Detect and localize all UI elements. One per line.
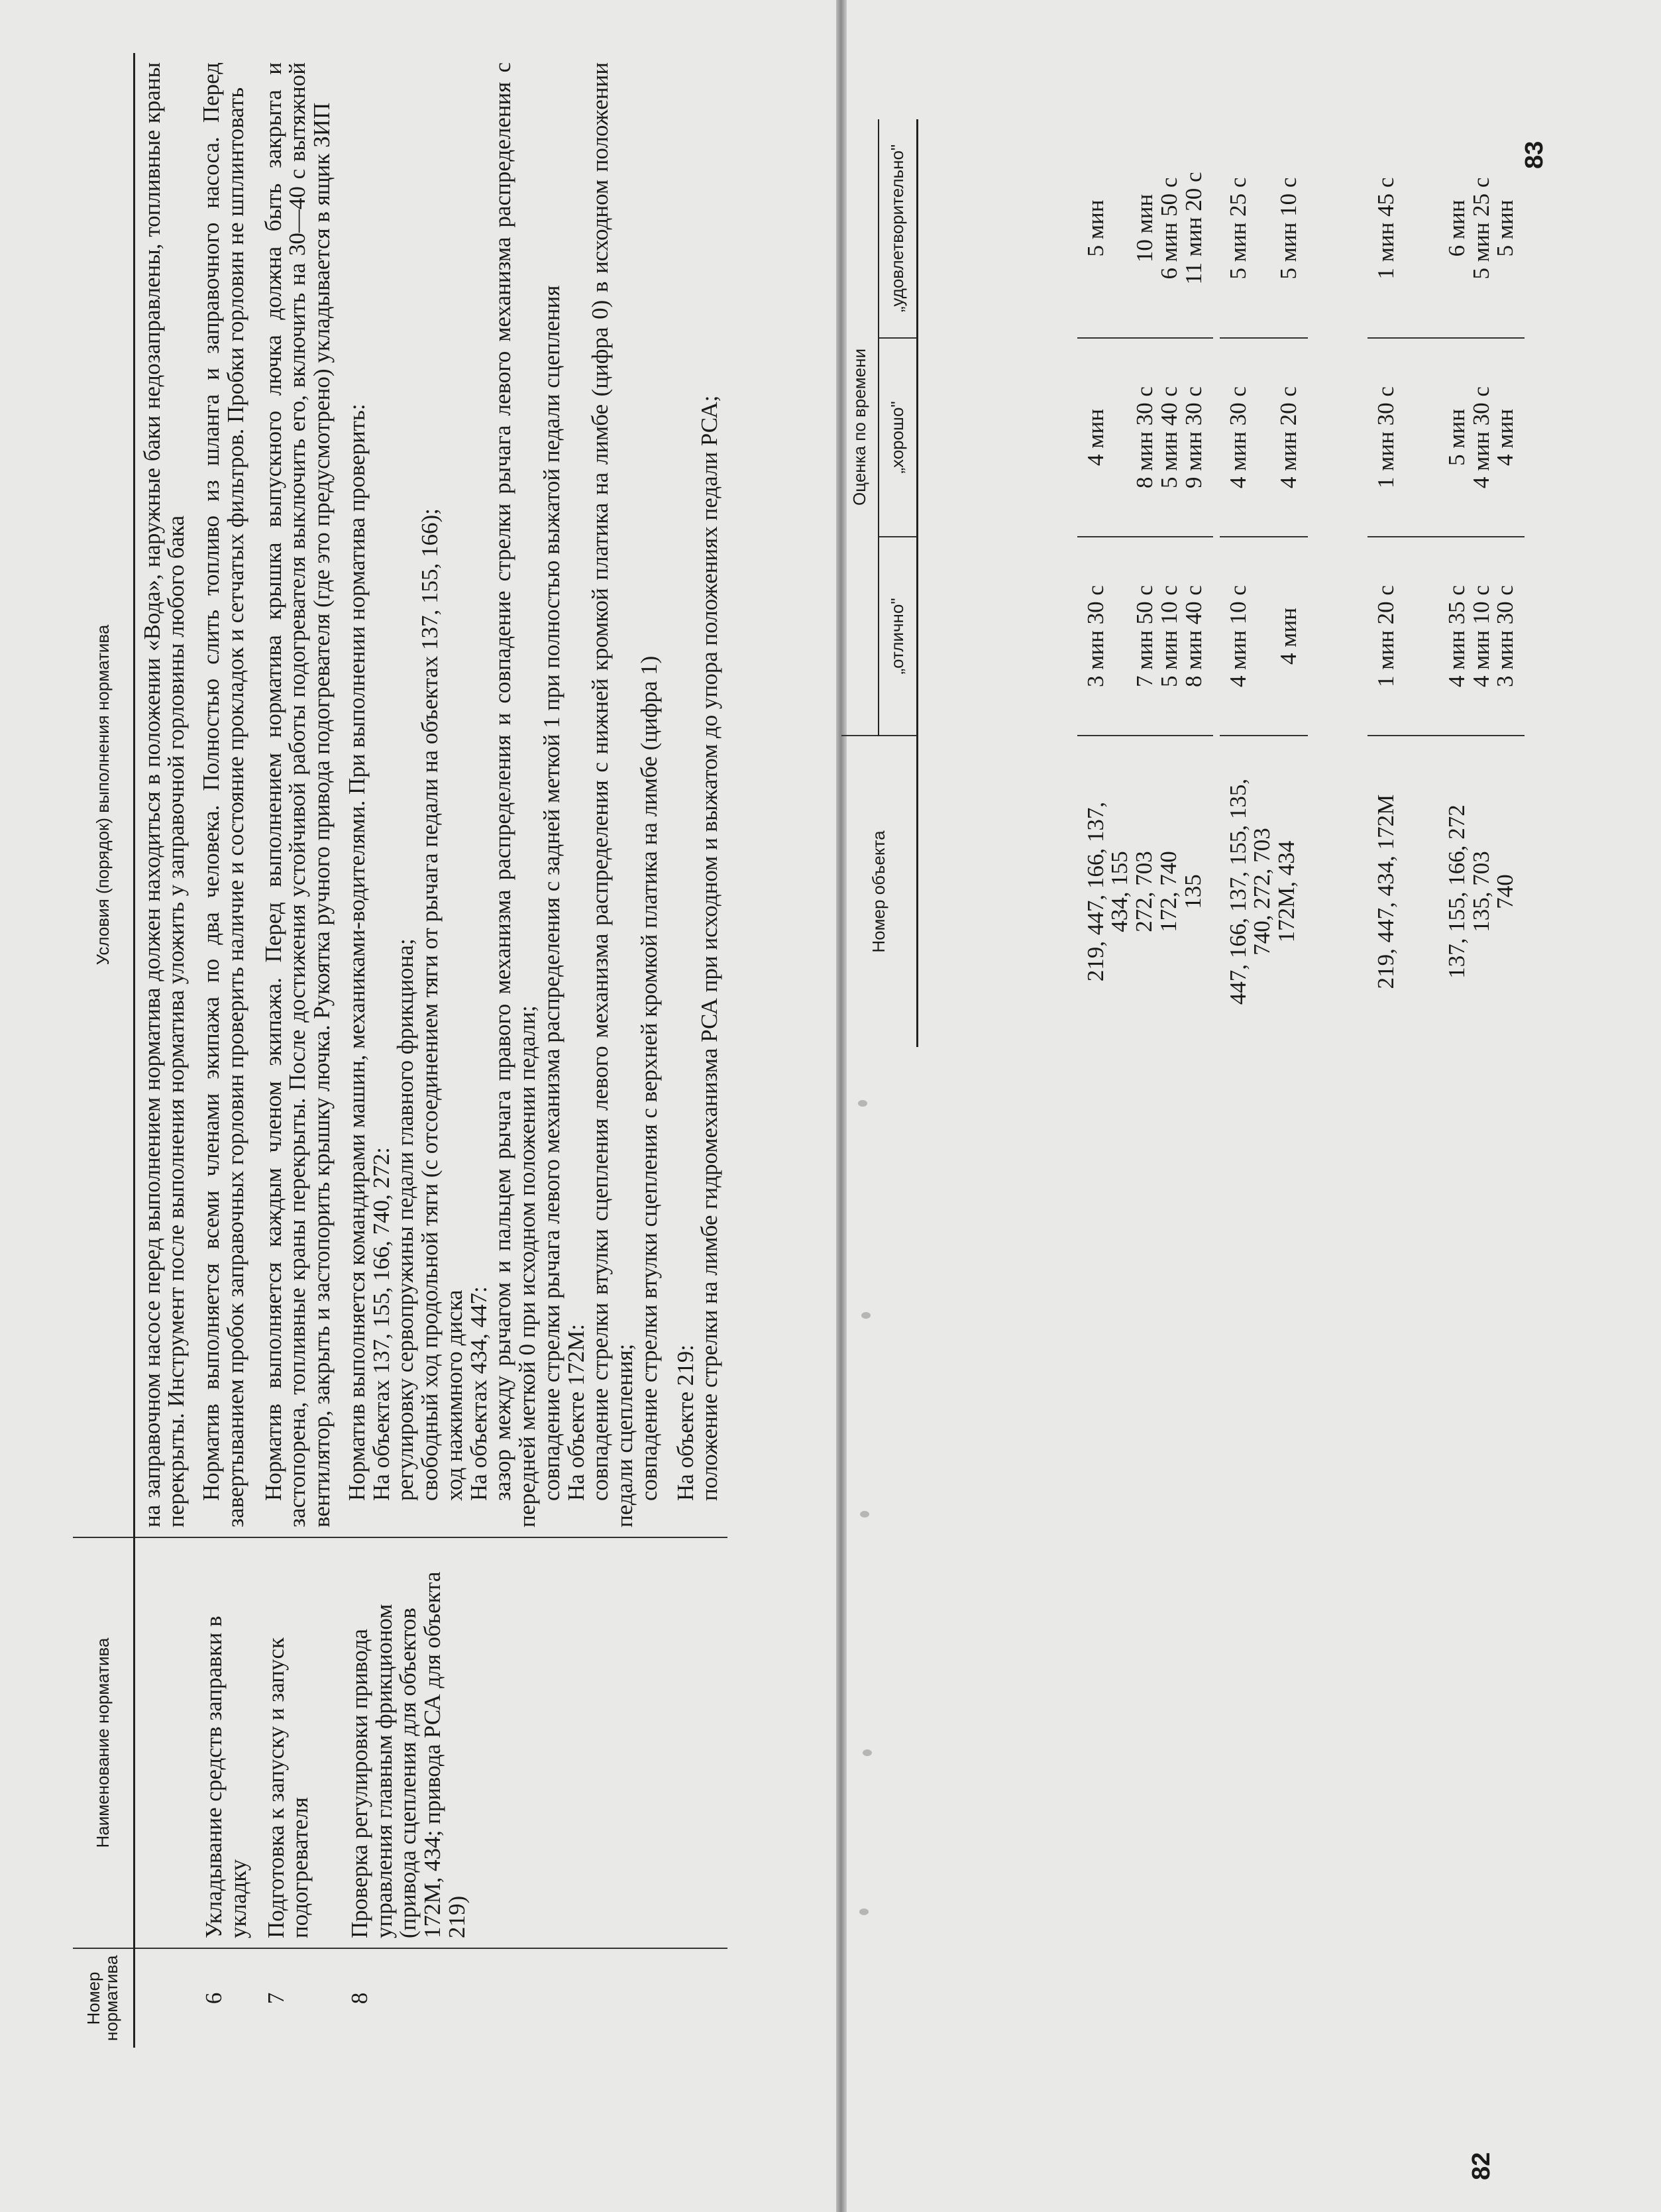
row-number: 6 [201, 1992, 227, 2005]
table-row [194, 53, 256, 2048]
condition-text: На объекте 172М: [563, 1323, 589, 1501]
time-value: 4 мин 35 с [1443, 585, 1470, 687]
scan-speck [858, 1100, 867, 1107]
header-object: Номер объекта [841, 736, 917, 1047]
left-page-table-container [73, 53, 835, 2048]
time-value: 8 мин 30 с [1132, 386, 1158, 488]
time-value: 4 мин [1275, 608, 1302, 665]
row-name: Проверка регулировки привода управления главным фрикционом (привода сцепления для объектов 172М, 434; привода РСА для объекта 219) [340, 1537, 727, 1948]
object-line: 447, 166, 137, 155, 135, [1224, 778, 1251, 1005]
header-satisfactory: „удовлетворительно" [879, 119, 917, 338]
time-ratings-table [841, 119, 1657, 1047]
condition-text: На объектах 137, 155, 166, 740, 272: [368, 1147, 394, 1501]
time-value: 5 мин 10 с [1275, 177, 1302, 280]
condition-text: регулировку сервопружины педали главного фрикциона; [392, 938, 419, 1501]
condition-text: На объектах 434, 447: [465, 1286, 492, 1501]
table-row [340, 53, 727, 2048]
time-value: 5 мин 40 с [1156, 386, 1183, 488]
time-value: 4 мин 20 с [1275, 386, 1302, 488]
row-number [134, 1948, 194, 2048]
satisfactory-times [1220, 119, 1309, 338]
time-value: 6 мин [1443, 199, 1470, 257]
object-line: 740, 272, 703 [1249, 828, 1275, 956]
time-value: 4 мин 30 с [1224, 386, 1251, 488]
time-value: 5 мин 25 с [1224, 177, 1251, 280]
condition-text: На объекте 219: [672, 1345, 698, 1501]
row-conditions [256, 53, 340, 1537]
condition-text: совпадение стрелки втулки сцепления с верхней кромкой платика на лимбе (цифра 1) [635, 655, 662, 1501]
object-line: 135 [1179, 874, 1206, 909]
table-row [1367, 119, 1525, 1047]
time-value: 11 мин 20 с [1180, 172, 1206, 285]
object-line: 172М, 434 [1273, 840, 1300, 943]
object-line: 272, 703 [1131, 851, 1157, 932]
object-numbers [1220, 736, 1309, 1047]
header-excellent: „отлично" [879, 537, 917, 736]
header-rating: Оценка по времени [841, 119, 879, 736]
condition-text: зазор между рычагом и пальцем рычага правого механизма распределения и совпадение стрелки рычага левого механизма распределения с передней меткой 0 при исходном положении педали; [490, 62, 541, 1527]
table-row [134, 53, 194, 2048]
condition-text: на заправочном насосе перед выполнением норматива должен находиться в положении «Вода», наружные баки недозаправлены, топливные краны перекрыты. Инструмент после выполнения норматива уложить у заправочной горловины любого бака [138, 62, 189, 1527]
scan-speck [860, 1511, 869, 1518]
time-value: 7 мин 50 с [1132, 585, 1158, 687]
row-name: Подготовка к запуску и запуск подогревателя [256, 1537, 340, 1948]
condition-text: Норматив выполняется командирами машин, механиками-водителями. При выполнении норматива проверить: [343, 404, 370, 1501]
time-value: 4 мин 30 с [1468, 386, 1494, 488]
scan-speck [859, 1908, 869, 1915]
time-value: 4 мин 10 с [1224, 585, 1251, 687]
time-value: 8 мин 40 с [1180, 585, 1206, 687]
object-line: 137, 155, 166, 272 [1443, 804, 1470, 979]
header-conditions: Условия (порядок) выполнения норматива [73, 53, 134, 1537]
row-number: 7 [262, 1992, 289, 2005]
condition-text: положение стрелки на лимбе гидромеханизма РСА при исходном и выжатом до упора положениях педали РСА; [696, 395, 723, 1501]
time-value: 4 мин 10 с [1468, 585, 1494, 687]
header-number: Номер норматива [73, 1948, 134, 2048]
good-times [1367, 338, 1525, 537]
condition-text: совпадение стрелки втулки сцепления левого механизма распределения с нижней кромкой платика на лимбе (цифра 0) в исходном положении педали сцепления; [587, 62, 638, 1527]
row-conditions [340, 53, 727, 1537]
time-value: 4 мин [1492, 409, 1519, 466]
time-value: 3 мин 30 с [1492, 585, 1519, 687]
good-times [1220, 338, 1309, 537]
time-value: 1 мин 20 с [1373, 585, 1399, 687]
time-value: 1 мин 30 с [1373, 386, 1399, 488]
header-good: „хорошо" [879, 338, 917, 537]
satisfactory-times [1367, 119, 1525, 338]
time-value: 4 мин [1082, 409, 1108, 466]
time-value: 3 мин 30 с [1082, 585, 1108, 687]
page-number-right: 83 [1521, 140, 1548, 169]
row-name [134, 1537, 194, 1948]
table-row [1077, 119, 1213, 1047]
time-value: 10 мин [1132, 194, 1158, 263]
time-value: 5 мин [1492, 199, 1519, 257]
row-name: Укладывание средств заправки в укладку [194, 1537, 256, 1948]
table-row [1220, 119, 1309, 1047]
excellent-times [1367, 537, 1525, 736]
object-line: 135, 703 [1468, 851, 1494, 932]
scan-speck [863, 1749, 872, 1756]
condition-text: свободный ход продольной тяги (с отсоединением тяги от рычага педали на объектах 137, 155, 166); [417, 508, 443, 1501]
time-value: 5 мин [1443, 409, 1470, 466]
object-line: 219, 447, 166, 137, [1082, 801, 1108, 982]
row-number: 8 [346, 1992, 372, 2005]
table-row [256, 53, 340, 2048]
object-numbers [1367, 736, 1525, 1047]
condition-text: Норматив выполняется каждым членом экипажа. Перед выполнением норматива крышка выпускного лючка должна быть закрыта и застопорена, топливные краны перекрыты. После достижения устойчивой работы подогревателя выключить его, включить на 30—40 с вытяжной вентилятор, закрыть и застопорить крышку лючка. Рукоятка ручного привода подогревателя (где это предусмотрено) укладывается в ящик ЗИП [260, 62, 335, 1527]
excellent-times [1220, 537, 1309, 736]
time-value: 1 мин 45 с [1373, 177, 1399, 280]
object-line: 434, 155 [1106, 851, 1133, 932]
good-times [1077, 338, 1213, 537]
satisfactory-times [1077, 119, 1213, 338]
object-line: 740 [1492, 874, 1519, 909]
header-name: Наименование норматива [73, 1537, 134, 1948]
object-line: 219, 447, 434, 172М [1373, 794, 1399, 989]
time-value: 6 мин 50 с [1156, 177, 1183, 280]
row-conditions [134, 53, 194, 1537]
normatives-table [73, 53, 727, 2048]
right-page-table-container [841, 119, 1550, 1047]
condition-text: совпадение стрелки рычага левого механизма распределения с задней меткой 1 при полностью выжатой педали сцепления [538, 285, 564, 1501]
time-value: 5 мин 25 с [1468, 177, 1494, 280]
row-conditions [194, 53, 256, 1537]
object-line: 172, 740 [1155, 851, 1181, 932]
page-number-left: 82 [1468, 2152, 1495, 2180]
time-value: 9 мин 30 с [1180, 386, 1206, 488]
scan-speck [861, 1312, 871, 1319]
time-value: 5 мин [1082, 199, 1108, 257]
excellent-times [1077, 537, 1213, 736]
time-value: 5 мин 10 с [1156, 585, 1183, 687]
object-numbers [1077, 736, 1213, 1047]
condition-text: ход нажимного диска [441, 1290, 467, 1501]
condition-text: Норматив выполняется всеми членами экипажа по два человека. Полностью слить топливо из шланга и заправочного насоса. Перед завертыванием пробок заправочных горловин проверить наличие и состояние прокладок и сетчатых фильтров. Пробки горловин не шплинтовать [198, 62, 248, 1527]
